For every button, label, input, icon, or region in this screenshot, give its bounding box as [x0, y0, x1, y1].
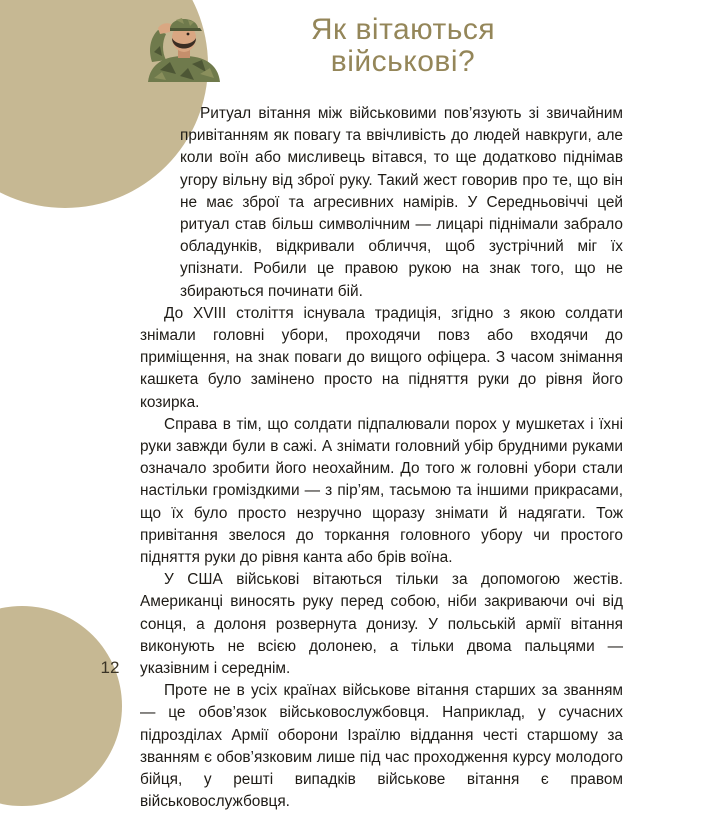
page-number: 12 — [100, 658, 120, 677]
decorative-circle-bottom — [0, 606, 122, 806]
paragraph: Справа в тім, що солдати підпалювали порох у мушкетах і їхні руки завжди були в сажі. А знімати головний убір брудними руками означало зробити його неохайним. До того ж головні убори стали настільки громіздкими — з пір’ям, тасьмою та іншими прикрасами, що їх було просто незручно щоразу знімати й надягати. Тож привітання звелося до торкання головного убору чи простого підняття руки до рівня канта або брів воїна. — [140, 415, 623, 567]
title-line-2: військові? — [330, 45, 476, 78]
paragraph: Ритуал вітання між військовими пов’язують зі звичайним привітанням як повагу та ввічливість до людей навкруги, але коли воїн або мисливець вітався, то ще додатково піднімав угору вільну від зброї руку. Такий жест говорив про те, що він не має зброї та агресивних намірів. У Середньовіччі цей ритуал став більш символічним — лицарі піднімали забрало обладунків, відкривали обличчя, щоб зустрічний міг їх упізнати. Робили це правою рукою на знак того, що не збираються починати бій. — [180, 105, 623, 300]
paragraph: У США військові вітаються тільки за допомогою жестів. Американці виносять руку перед собою, ніби закриваючи очі від сонця, а долоня розвернута донизу. У польській армії вітання виконують не всією долонею, а тільки двома пальцями — указівним і середнім. — [140, 571, 623, 678]
page-title — [258, 14, 548, 78]
title-line-1: Як вітаються — [310, 13, 496, 46]
saluting-soldier-icon — [140, 12, 228, 82]
paragraph: До XVIII століття існувала традиція, згідно з якою солдати знімали головні убори, проходячи повз або входячи до приміщення, на знак поваги до вищого офіцера. З часом знімання кашкета було замінено просто на підняття руки до рівня його козирка. — [140, 304, 623, 411]
paragraph: Проте не в усіх країнах військове вітання старших за званням — це обов’язок військовослужбовця. Наприклад, у сучасних підрозділах Армії оборони Ізраїлю віддання честі старшому за званням є обов’язковим лише під час проходження курсу молодого бійця, у решті випадків військове вітання є правом військовослужбовця. — [140, 682, 623, 811]
